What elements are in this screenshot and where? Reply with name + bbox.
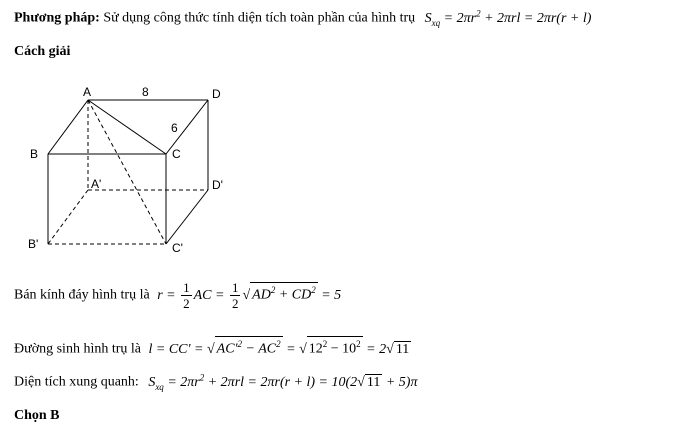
label-b: B: [30, 147, 39, 161]
area-line: [14, 372, 417, 391]
radius-line: [14, 280, 341, 311]
label-c-prime: C': [172, 241, 183, 255]
label-d-prime: D': [212, 178, 223, 192]
generatrix-text: Đường sinh hình trụ là: [14, 341, 141, 357]
diag-ac-prime-hidden: [88, 100, 166, 244]
area-formula: $S_{xq} = 2\pi r^2 + 2\pi rl = 2\pi r(r + l) = 10(2√$ 11 + 5)π: [148, 372, 418, 392]
radius-formula: r = $\frac{1}{2}$ AC = $\frac{1}{2}$ √ $AD^2 + CD^2 = 5$: [157, 280, 342, 311]
method-formula: $S_{xq} = 2\pi r^2 + 2\pi rl = 2\pi r(r + l)$: [424, 8, 592, 28]
prism-figure: [20, 84, 250, 259]
label-a: A: [83, 85, 92, 99]
generatrix-formula: l = CC' = √ $AC'^2 - AC^2$ = √ $12^2 - 10^2 = 2√$ 11: [148, 342, 411, 357]
edge-ab: [48, 100, 88, 154]
label-d: D: [212, 87, 221, 101]
answer: Chọn B: [14, 408, 60, 423]
solution-heading: Cách giải: [14, 44, 71, 59]
diag-ac: [88, 100, 166, 154]
edge-ab-bottom-hidden: [48, 190, 88, 244]
area-text: Diện tích xung quanh:: [14, 374, 139, 390]
label-c: C: [172, 147, 181, 161]
method-text: Sử dụng công thức tính diện tích toàn phần của hình trụ: [103, 10, 416, 26]
edge-dc-bottom: [166, 190, 208, 244]
edge-label-dc: 6: [171, 121, 178, 135]
edge-label-ad: 8: [142, 85, 149, 99]
label-b-prime: B': [28, 237, 39, 251]
method-label: Phương pháp:: [14, 10, 100, 26]
method-line: [14, 8, 591, 27]
label-a-prime: A': [91, 177, 102, 191]
generatrix-line: [14, 336, 411, 358]
radius-text: Bán kính đáy hình trụ là: [14, 287, 150, 303]
